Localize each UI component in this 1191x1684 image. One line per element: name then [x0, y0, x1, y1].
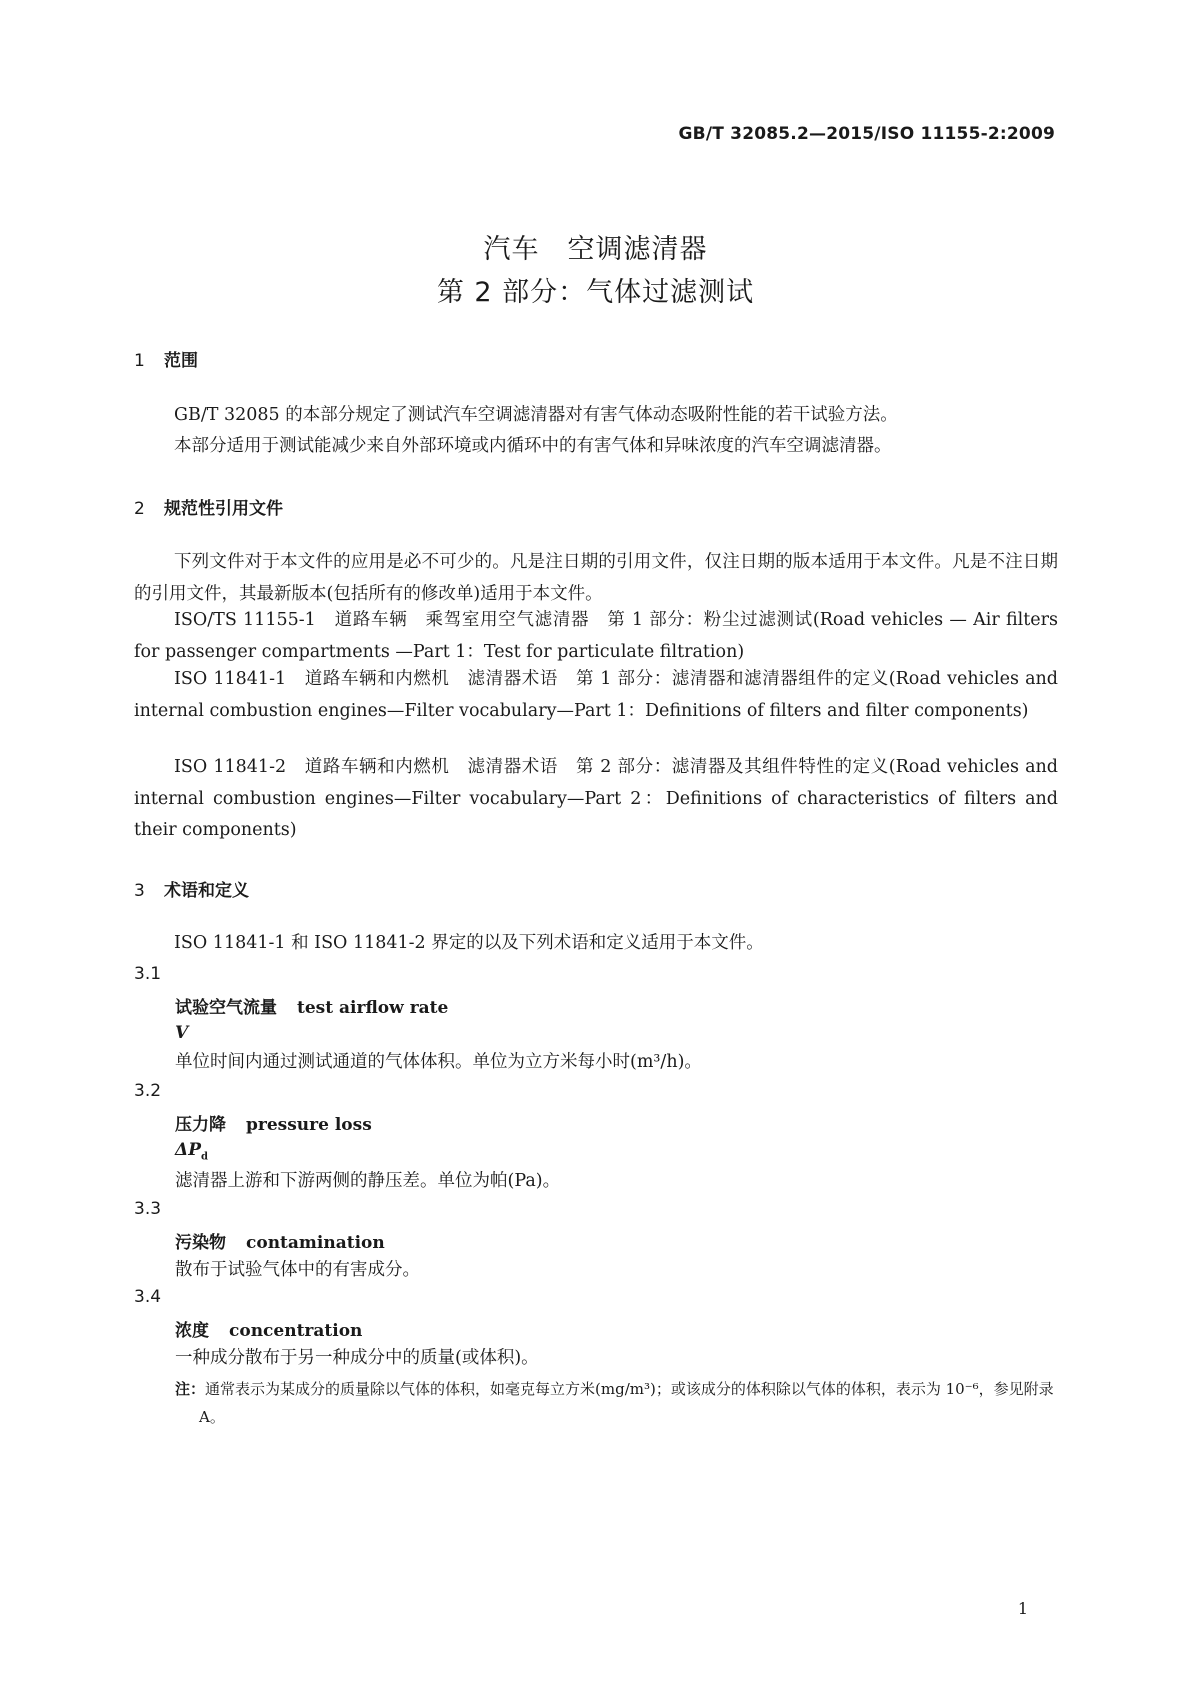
term-en: pressure loss: [246, 1115, 372, 1135]
page-number: 1: [1017, 1599, 1028, 1618]
term-number: 3.4: [134, 1287, 162, 1307]
term-definition: 单位时间内通过测试通道的气体体积。单位为立方米每小时(m³/h)。: [175, 1052, 702, 1072]
section-title: 术语和定义: [164, 881, 249, 901]
section-title: 规范性引用文件: [164, 499, 283, 519]
paragraph: ISO 11841-1 和 ISO 11841-2 界定的以及下列术语和定义适用于本文件。: [174, 933, 764, 953]
section-number: 3: [134, 881, 145, 901]
section-2-heading: [134, 494, 283, 519]
term-note: [175, 1375, 1083, 1431]
term-en: contamination: [246, 1233, 385, 1253]
document-subtitle: 第 2 部分：气体过滤测试: [436, 277, 755, 308]
symbol-main: ΔP: [175, 1140, 201, 1160]
note-label: 注：: [175, 1380, 206, 1398]
term-number: 3.3: [134, 1199, 162, 1219]
term-zh: 试验空气流量: [175, 998, 277, 1018]
term-entry: [175, 1316, 362, 1341]
document-title: 汽车 空调滤清器: [483, 234, 708, 265]
term-number: 3.2: [134, 1081, 162, 1101]
normative-reference: ISO 11841-2 道路车辆和内燃机 滤清器术语 第 2 部分：滤清器及其组件特性的定义(Road vehicles and internal combustion engines—Filter vocabulary—Part 2：Definitions of characteristics of filters and their components): [134, 757, 1058, 840]
term-definition: 散布于试验气体中的有害成分。: [175, 1260, 420, 1280]
section-number: 2: [134, 499, 145, 519]
section-1-heading: [134, 346, 198, 371]
section-title: 范围: [164, 351, 198, 371]
term-number: 3.1: [134, 964, 162, 984]
normative-reference: ISO 11841-1 道路车辆和内燃机 滤清器术语 第 1 部分：滤清器和滤清器组件的定义(Road vehicles and internal combustion engines—Filter vocabulary—Part 1：Definitions of filters and filter components): [134, 669, 1058, 721]
section-3-heading: [134, 876, 249, 901]
term-definition: 一种成分散布于另一种成分中的质量(或体积)。: [175, 1348, 539, 1368]
term-symbol: V: [175, 1023, 189, 1043]
paragraph: 本部分适用于测试能减少来自外部环境或内循环中的有害气体和异味浓度的汽车空调滤清器。: [174, 436, 892, 456]
normative-reference: ISO/TS 11155-1 道路车辆 乘驾室用空气滤清器 第 1 部分：粉尘过滤测试(Road vehicles — Air filters for passenger compartments —Part 1：Test for particulate filtration): [134, 610, 1058, 662]
term-zh: 浓度: [175, 1321, 209, 1341]
term-entry: [175, 993, 448, 1018]
standard-number: GB/T 32085.2—2015/ISO 11155-2:2009: [678, 124, 1055, 144]
term-entry: [175, 1110, 372, 1135]
term-definition: 滤清器上游和下游两侧的静压差。单位为帕(Pa)。: [175, 1171, 561, 1191]
note-text: 通常表示为某成分的质量除以气体的体积，如毫克每立方米(mg/m³)；或该成分的体积除以气体的体积，表示为 10⁻⁶，参见附录 A。: [199, 1380, 1054, 1426]
term-en: test airflow rate: [297, 998, 449, 1018]
term-symbol: [175, 1140, 208, 1162]
term-en: concentration: [229, 1321, 363, 1341]
term-zh: 污染物: [175, 1233, 226, 1253]
term-entry: [175, 1228, 385, 1253]
term-zh: 压力降: [175, 1115, 226, 1135]
paragraph: 下列文件对于本文件的应用是必不可少的。凡是注日期的引用文件，仅注日期的版本适用于本文件。凡是不注日期的引用文件，其最新版本(包括所有的修改单)适用于本文件。: [134, 552, 1058, 604]
section-number: 1: [134, 351, 145, 371]
symbol-subscript: d: [200, 1151, 208, 1163]
paragraph: GB/T 32085 的本部分规定了测试汽车空调滤清器对有害气体动态吸附性能的若干试验方法。: [174, 405, 898, 425]
